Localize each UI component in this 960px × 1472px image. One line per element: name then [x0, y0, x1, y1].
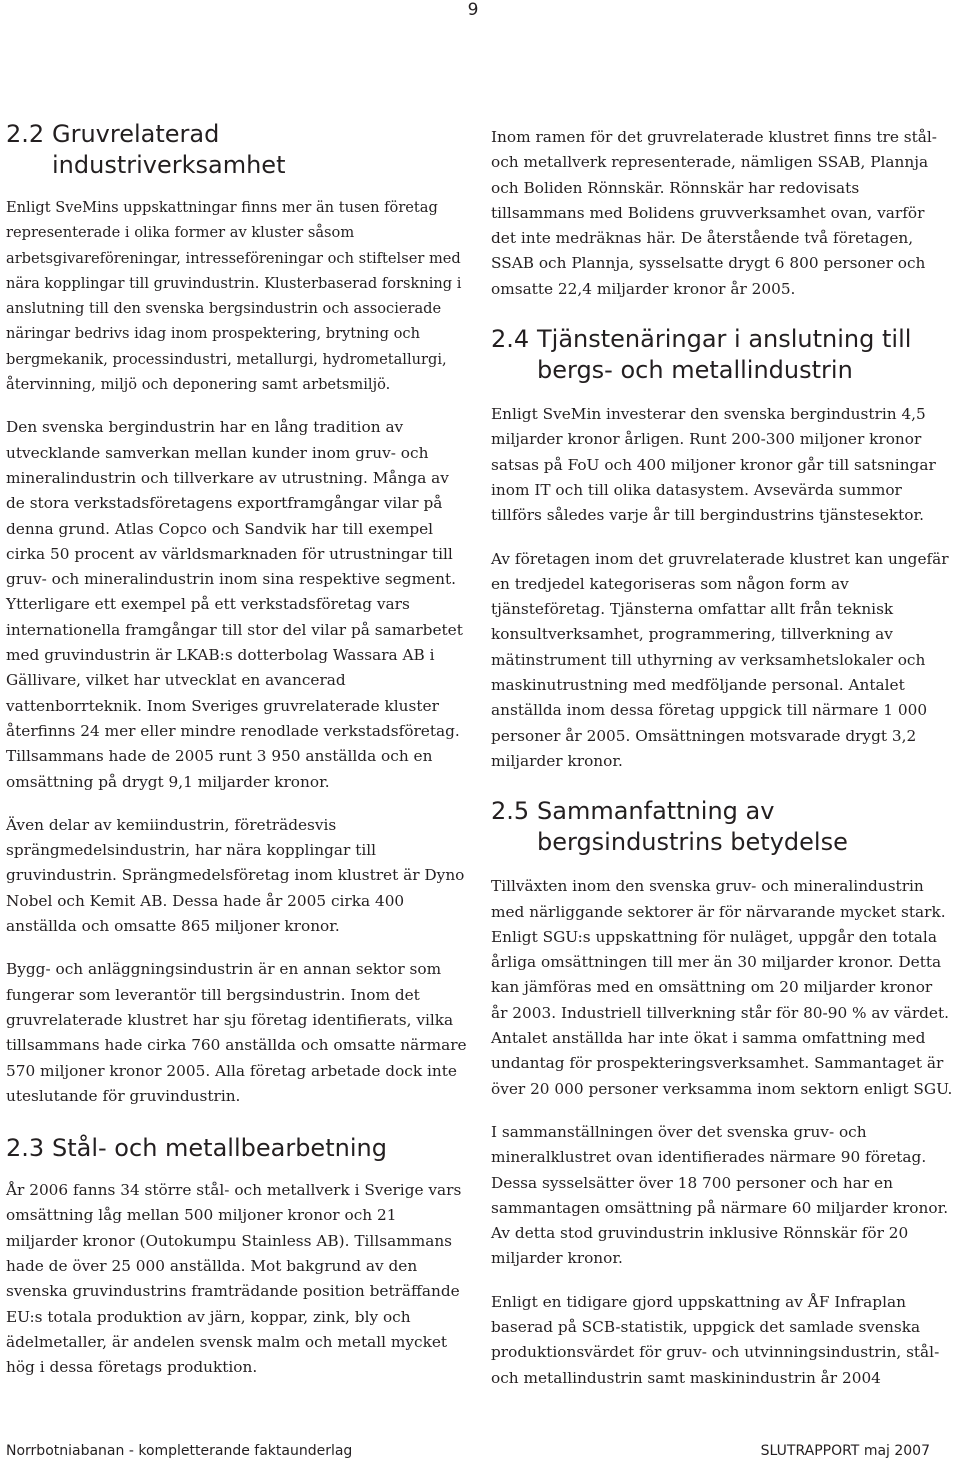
- section-heading-2-2: [6, 119, 468, 181]
- page-number: 9: [467, 0, 479, 20]
- section-title: Gruvrelaterad industriverksamhet: [52, 120, 286, 179]
- section-title: Tjänstenäringar i anslutning till bergs- och metallindustrin: [537, 325, 912, 385]
- section-heading-2-3: [6, 1133, 468, 1164]
- section-heading-2-4: [491, 324, 953, 386]
- section-heading-2-5: [491, 796, 953, 858]
- section-number: 2.5: [491, 797, 530, 826]
- paragraph: Inom ramen för det gruvrelaterade klustret finns tre stål- och metallverk representerade, nämligen SSAB, Plannja och Boliden Rönnskär. Rönnskär har redovisats tillsammans med Bolidens gruvverksamhet ovan, varför det inte medräknas här. De återstående två företagen, SSAB och Plannja, sysselsatte drygt 6 800 personer och omsatte 22,4 miljarder kronor år 2005.: [491, 128, 937, 298]
- paragraph: Enligt SveMin investerar den svenska bergindustrin 4,5 miljarder kronor årligen. Runt 200-300 miljoner kronor satsas på FoU och 400 miljoner kronor går till satsningar inom IT och till olika datasystem. Avsevärda summor tillförs således varje år till bergindustrins tjänstesektor.: [491, 405, 936, 525]
- section-number: 2.4: [491, 325, 530, 354]
- right-column: [491, 125, 953, 1409]
- paragraph: I sammanställningen över det svenska gruv- och mineralklustret ovan identifierades närmare 90 företag. Dessa sysselsätter över 18 700 personer och har en sammantagen omsättning på närmare 60 miljarder kronor. Av detta stod gruvindustrin inklusive Rönnskär för 20 miljarder kronor.: [491, 1122, 949, 1268]
- paragraph: Enligt en tidigare gjord uppskattning av ÅF Infraplan baserad på SCB-statistik, uppgick det samlade svenska produktionsvärdet för gruv- och utvinningsindustrin, stål- och metallindustrin samt maskinindustrin år 2004: [491, 1292, 940, 1387]
- section-title: Stål- och metallbearbetning: [52, 1134, 387, 1163]
- paragraph: Av företagen inom det gruvrelaterade klustret kan ungefär en tredjedel kategoriseras som någon form av tjänsteföretag. Tjänsterna omfattar allt från teknisk konsultverksamhet, programmering, tillverkning av mätinstrument till uthyrning av verksamhetslokaler och maskinutrustning med medföljande personal. Antalet anställda inom dessa företag uppgick till närmare 1 000 personer år 2005. Omsättningen motsvarade drygt 3,2 miljarder kronor.: [491, 549, 949, 770]
- paragraph: Även delar av kemiindustrin, företrädesvis sprängmedelsindustrin, har nära kopplingar till gruvindustrin. Sprängmedelsföretag inom klustret är Dyno Nobel och Kemit AB. Dessa hade år 2005 cirka 400 anställda och omsatte 865 miljoner kronor.: [6, 815, 465, 936]
- paragraph: År 2006 fanns 34 större stål- och metallverk i Sverige vars omsättning låg mellan 500 miljoner kronor och 21 miljarder kronor (Outokumpu Stainless AB). Tillsammans hade de över 25 000 anställda. Mot bakgrund av den svenska gruvindustrins framträdande position beträffande EU:s totala produktion av järn, koppar, zink, bly och ädelmetaller, är andelen svensk malm och metall mycket hög i dessa företags produktion.: [6, 1181, 462, 1377]
- paragraph: Tillväxten inom den svenska gruv- och mineralindustrin med närliggande sektorer är för närvarande mycket stark. Enligt SGU:s uppskattning för nuläget, uppgår den totala årliga omsättningen till mer än 30 miljarder kronor. Detta kan jämföras med en omsättning om 20 miljarder kronor år 2003. Industriell tillverkning står för 80-90 % av värdet. Antalet anställda har inte ökat i samma omfattning med undantag för prospekteringsverksamhet. Sammantaget är över 20 000 personer verksamma inom sektorn enligt SGU.: [491, 877, 953, 1098]
- paragraph: Bygg- och anläggningsindustrin är en annan sektor som fungerar som leverantör till bergsindustrin. Inom det gruvrelaterade klustret har sju företag identifierats, vilka tillsammans hade cirka 760 anställda och omsatte närmare 570 miljoner kronor 2005. Alla företag arbetade dock inte uteslutande för gruvindustrin.: [6, 960, 467, 1105]
- footer-report-date: SLUTRAPPORT maj 2007: [760, 1443, 930, 1459]
- paragraph: Enligt SveMins uppskattningar finns mer än tusen företag representerade i olika former av kluster såsom arbetsgivareföreningar, intresseföreningar och stiftelser med nära kopplingar till gruvindustrin. Klusterbaserad forskning i anslutning till den svenska bergsindustrin och associerade näringar bedrivs idag inom prospektering, brytning och bergmekanik, processindustri, metallurgi, hydrometallurgi, återvinning, miljö och deponering samt arbetsmiljö.: [6, 199, 462, 394]
- section-number: 2.3: [6, 1134, 45, 1163]
- footer-document-title: Norrbotniabanan - kompletterande faktaunderlag: [6, 1443, 353, 1459]
- section-title: Sammanfattning av bergsindustrins betydelse: [537, 797, 848, 857]
- paragraph: Den svenska bergindustrin har en lång tradition av utvecklande samverkan mellan kunder inom gruv- och mineralindustrin och tillverkare av utrustning. Många av de stora verkstadsföretagens exportframgångar vilar på denna grund. Atlas Copco och Sandvik har till exempel cirka 50 procent av världsmarknaden för utrustningar till gruv- och mineralindustrin inom sina respektive segment. Ytterligare ett exempel på ett verkstadsföretag vars internationella framgångar till stor del vilar på samarbetet med gruvindustrin är LKAB:s dotterbolag Wassara AB i Gällivare, vilket har utvecklat en avancerad vattenborrteknik. Inom Sveriges gruvrelaterade kluster återfinns 24 mer eller mindre renodlade verkstadsföretag. Tillsammans hade de 2005 runt 3 950 anställda och en omsättning på drygt 9,1 miljarder kronor.: [6, 418, 463, 791]
- section-number: 2.2: [6, 120, 45, 148]
- left-column: [6, 119, 468, 1398]
